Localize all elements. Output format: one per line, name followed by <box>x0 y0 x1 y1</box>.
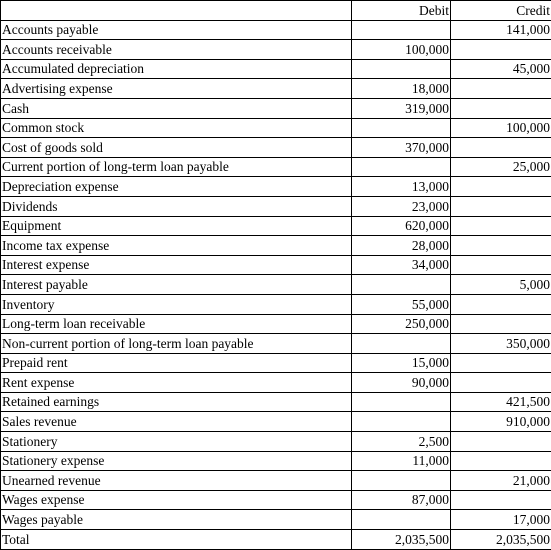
debit-cell <box>352 275 451 295</box>
account-cell: Long-term loan receivable <box>1 314 352 334</box>
table-row <box>1 392 551 412</box>
debit-cell: 2,500 <box>352 432 451 452</box>
debit-cell: 18,000 <box>352 79 451 99</box>
credit-cell: 910,000 <box>451 412 551 432</box>
account-cell: Stationery <box>1 432 352 452</box>
account-cell: Wages expense <box>1 490 352 510</box>
debit-cell: 55,000 <box>352 294 451 314</box>
account-cell: Accounts receivable <box>1 40 352 60</box>
debit-cell: 13,000 <box>352 177 451 197</box>
account-cell: Retained earnings <box>1 392 352 412</box>
account-cell: Sales revenue <box>1 412 352 432</box>
credit-cell <box>451 353 551 373</box>
credit-cell <box>451 177 551 197</box>
credit-cell: 141,000 <box>451 20 551 40</box>
debit-cell: 250,000 <box>352 314 451 334</box>
table-row <box>1 275 551 295</box>
debit-cell <box>352 59 451 79</box>
account-cell: Wages payable <box>1 510 352 530</box>
account-cell: Cash <box>1 98 352 118</box>
credit-cell <box>451 79 551 99</box>
account-cell: Depreciation expense <box>1 177 352 197</box>
debit-cell <box>352 157 451 177</box>
table-row <box>1 79 551 99</box>
table-body <box>1 20 551 549</box>
account-cell: Interest expense <box>1 255 352 275</box>
account-cell: Rent expense <box>1 373 352 393</box>
debit-cell <box>352 118 451 138</box>
table-row <box>1 138 551 158</box>
credit-cell <box>451 216 551 236</box>
credit-column-header: Credit <box>451 1 551 21</box>
debit-cell: 28,000 <box>352 236 451 256</box>
table-row <box>1 118 551 138</box>
account-cell: Income tax expense <box>1 236 352 256</box>
table-row <box>1 412 551 432</box>
debit-cell <box>352 392 451 412</box>
table-row <box>1 490 551 510</box>
credit-cell <box>451 98 551 118</box>
credit-cell: 2,035,500 <box>451 530 551 550</box>
debit-cell <box>352 20 451 40</box>
account-cell: Cost of goods sold <box>1 138 352 158</box>
credit-cell <box>451 432 551 452</box>
credit-cell: 421,500 <box>451 392 551 412</box>
credit-cell: 25,000 <box>451 157 551 177</box>
account-cell: Prepaid rent <box>1 353 352 373</box>
table-row <box>1 353 551 373</box>
debit-cell: 23,000 <box>352 196 451 216</box>
credit-cell <box>451 196 551 216</box>
debit-cell: 370,000 <box>352 138 451 158</box>
header-row <box>1 1 551 21</box>
credit-cell <box>451 490 551 510</box>
debit-cell: 2,035,500 <box>352 530 451 550</box>
debit-cell: 15,000 <box>352 353 451 373</box>
debit-cell <box>352 334 451 354</box>
debit-cell: 87,000 <box>352 490 451 510</box>
table-row <box>1 236 551 256</box>
debit-cell: 319,000 <box>352 98 451 118</box>
credit-cell <box>451 138 551 158</box>
table-row <box>1 98 551 118</box>
credit-cell: 350,000 <box>451 334 551 354</box>
account-cell: Common stock <box>1 118 352 138</box>
credit-cell <box>451 40 551 60</box>
account-cell: Accumulated depreciation <box>1 59 352 79</box>
credit-cell <box>451 451 551 471</box>
account-cell: Non-current portion of long-term loan payable <box>1 334 352 354</box>
debit-cell: 11,000 <box>352 451 451 471</box>
debit-cell <box>352 412 451 432</box>
table-row <box>1 59 551 79</box>
account-cell: Inventory <box>1 294 352 314</box>
debit-cell <box>352 471 451 491</box>
account-cell: Interest payable <box>1 275 352 295</box>
credit-cell: 21,000 <box>451 471 551 491</box>
debit-column-header: Debit <box>352 1 451 21</box>
table-row <box>1 216 551 236</box>
account-cell: Stationery expense <box>1 451 352 471</box>
account-cell: Accounts payable <box>1 20 352 40</box>
table-row <box>1 432 551 452</box>
credit-cell <box>451 294 551 314</box>
total-row <box>1 530 551 550</box>
debit-cell <box>352 510 451 530</box>
debit-cell: 90,000 <box>352 373 451 393</box>
account-cell: Unearned revenue <box>1 471 352 491</box>
table-row <box>1 157 551 177</box>
debit-cell: 620,000 <box>352 216 451 236</box>
credit-cell: 45,000 <box>451 59 551 79</box>
table-row <box>1 177 551 197</box>
account-cell: Equipment <box>1 216 352 236</box>
credit-cell: 5,000 <box>451 275 551 295</box>
debit-cell: 34,000 <box>352 255 451 275</box>
table-row <box>1 510 551 530</box>
credit-cell: 100,000 <box>451 118 551 138</box>
table-row <box>1 255 551 275</box>
table-row <box>1 294 551 314</box>
table-row <box>1 471 551 491</box>
table-row <box>1 196 551 216</box>
account-cell: Advertising expense <box>1 79 352 99</box>
account-cell: Total <box>1 530 352 550</box>
table-row <box>1 451 551 471</box>
credit-cell <box>451 255 551 275</box>
credit-cell: 17,000 <box>451 510 551 530</box>
table-row <box>1 20 551 40</box>
credit-cell <box>451 373 551 393</box>
account-cell: Dividends <box>1 196 352 216</box>
credit-cell <box>451 236 551 256</box>
account-column-header <box>1 1 352 21</box>
table-row <box>1 373 551 393</box>
table-row <box>1 314 551 334</box>
table-row <box>1 40 551 60</box>
debit-cell: 100,000 <box>352 40 451 60</box>
table-row <box>1 334 551 354</box>
credit-cell <box>451 314 551 334</box>
account-cell: Current portion of long-term loan payable <box>1 157 352 177</box>
